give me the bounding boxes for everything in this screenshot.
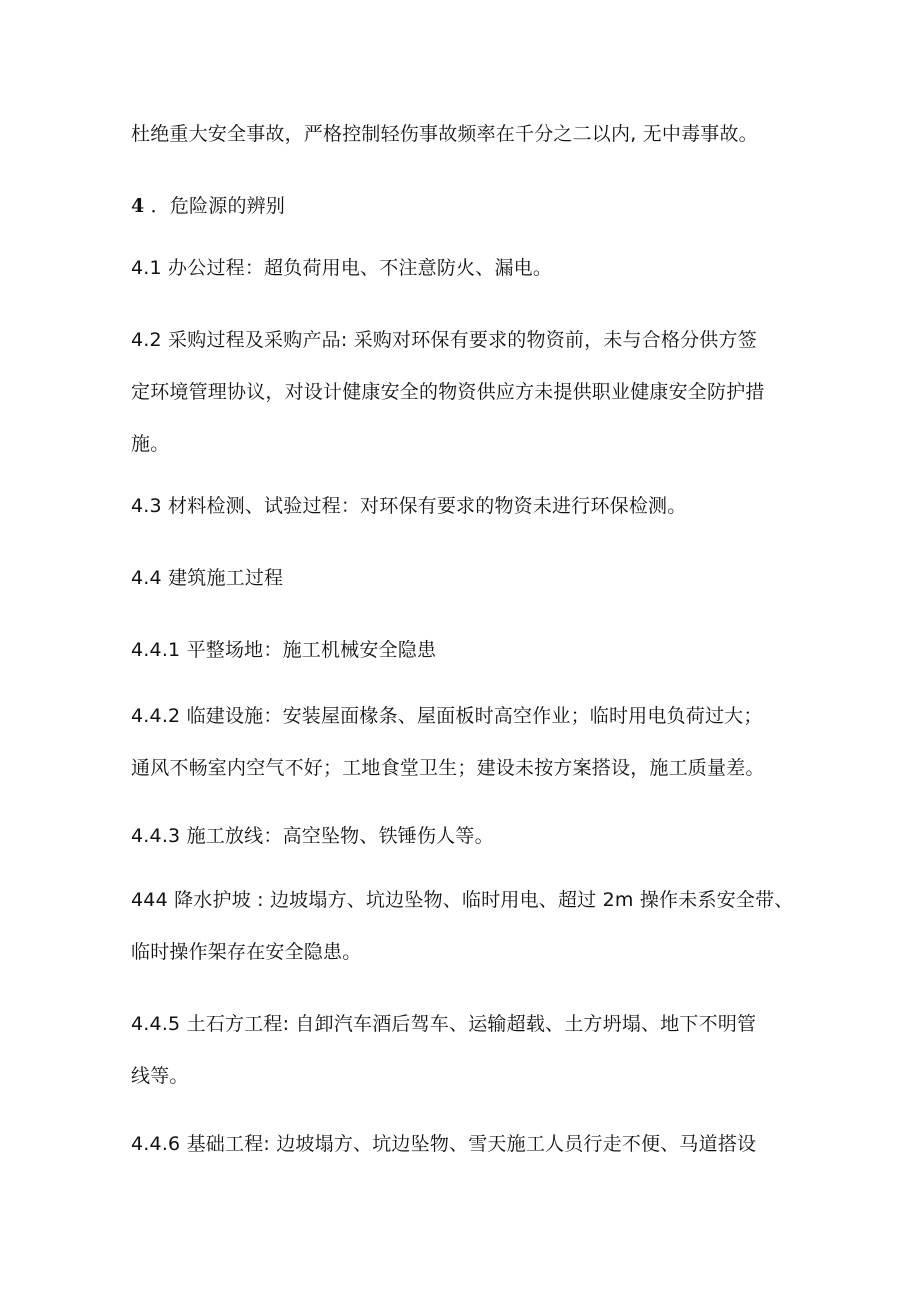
text-line: 4.4.1 平整场地：施工机械安全隐患	[131, 639, 437, 661]
text-line: 4.4.6 基础工程: 边坡塌方、坑边坠物、雪天施工人员行走不便、马道搭设	[131, 1133, 757, 1155]
text-line: 4.4.5 土石方工程: 自卸汽车酒后驾车、运输超载、土方坍塌、地下不明管	[131, 1013, 757, 1035]
text-line: 4.4.3 施工放线：高空坠物、铁锤伤人等。	[131, 825, 494, 847]
section-number: 4	[131, 195, 145, 217]
section-title: ．危险源的辨别	[144, 195, 286, 217]
paragraph-4-4-5	[131, 998, 801, 1102]
text-line: 杜绝重大安全事故，严格控制轻伤事故频率在千分之二以内, 无中毒事故。	[131, 123, 758, 145]
text-line: 4.4 建筑施工过程	[131, 567, 284, 589]
paragraph-4-1	[131, 242, 801, 294]
text-line	[131, 180, 801, 232]
paragraph-4-4-6	[131, 1118, 801, 1170]
section-heading-hazard-identification	[131, 180, 801, 232]
text-line: 444 降水护坡 : 边坡塌方、坑边坠物、临时用电、超过 2m 操作未系安全带、	[131, 889, 794, 911]
text-line: 4.2 采购过程及采购产品: 采购对环保有要求的物资前，未与合格分供方签	[131, 329, 757, 351]
paragraph-4-3	[131, 480, 801, 532]
text-line: 定环境管理协议，对设计健康安全的物资供应方未提供职业健康安全防护措	[131, 381, 765, 403]
text-line: 4.1 办公过程：超负荷用电、不注意防火、漏电。	[131, 257, 553, 279]
text-line: 4.3 材料检测、试验过程：对环保有要求的物资未进行环保检测。	[131, 495, 687, 517]
text-line: 线等。	[131, 1065, 189, 1087]
paragraph-4-4	[131, 552, 801, 604]
paragraph-4-2	[131, 314, 801, 470]
paragraph-4-4-1	[131, 624, 801, 676]
paragraph-4-4-3	[131, 810, 801, 862]
text-line: 临时操作架存在安全隐患。	[131, 941, 362, 963]
paragraph-safety-goal	[131, 108, 801, 160]
text-line: 通风不畅室内空气不好；工地食堂卫生；建设未按方案搭设，施工质量差。	[131, 757, 765, 779]
paragraph-4-4-2	[131, 690, 801, 794]
paragraph-4-4-4	[131, 874, 801, 978]
text-line: 施。	[131, 433, 170, 455]
text-line: 4.4.2 临建设施：安装屋面椽条、屋面板时高空作业；临时用电负荷过大；	[131, 705, 763, 727]
